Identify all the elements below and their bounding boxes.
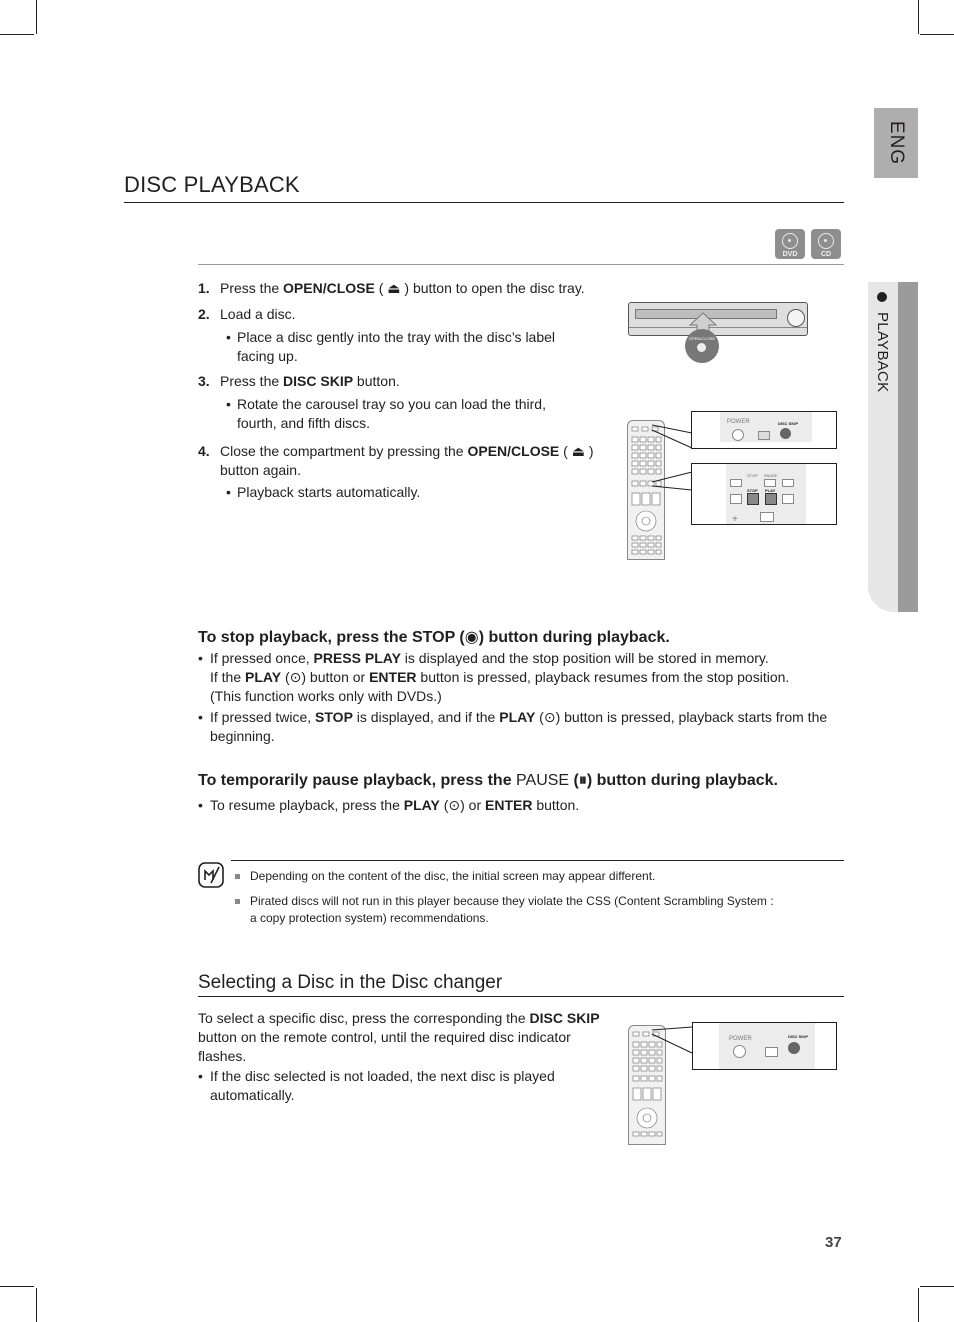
note-text: Depending on the content of the disc, the initial screen may appear different. xyxy=(250,869,656,883)
cd-icon-label: CD xyxy=(820,251,832,258)
dvd-disc-icon xyxy=(775,229,805,259)
step-1 xyxy=(198,279,618,298)
bullet-text: beginning. xyxy=(210,728,275,744)
bullet-text: is displayed and the stop position will be stored in memory. xyxy=(400,650,769,666)
zoom-power-panel xyxy=(691,411,837,449)
bullet-text: If pressed twice, xyxy=(210,709,316,725)
step-text: ( ⏏ ) button to open the disc tray. xyxy=(374,280,585,296)
bullet-text: (⊙) or xyxy=(439,797,485,813)
zoom-power-panel-2 xyxy=(692,1022,837,1070)
play-mini-label: PLAY xyxy=(765,488,776,493)
section-tab-bar xyxy=(896,282,918,612)
disc-skip-mini-button xyxy=(788,1042,800,1054)
pause-mini-label: PAUSE xyxy=(764,473,778,478)
bullet-text: Playback starts automatically. xyxy=(237,484,421,500)
language-tab[interactable] xyxy=(874,108,918,178)
crop-mark xyxy=(918,1288,919,1322)
stop-bullet-1: • If pressed once, PRESS PLAY is displayed and the stop position will be stored in memory. If the PLAY (⊙) button or ENTER button is pressed, playback resumes from the stop position. (This function works only with DVDs.) xyxy=(198,649,848,706)
press-play-label: PRESS PLAY xyxy=(313,650,401,666)
step-number: 2. xyxy=(198,306,210,322)
selecting-paragraph xyxy=(198,1009,618,1066)
eject-icon xyxy=(765,1047,778,1057)
power-icon xyxy=(733,1045,746,1058)
title-text: To temporarily pause playback, press the xyxy=(198,772,517,789)
cd-disc-icon xyxy=(811,229,841,259)
section-tab-label: PLAYBACK xyxy=(874,312,891,393)
selecting-bullet: • If the disc selected is not loaded, the next disc is played automatically. xyxy=(198,1067,618,1105)
bullet-text: (This function works only with DVDs.) xyxy=(210,688,442,704)
bullet-text: If the disc selected is not loaded, the next disc is played xyxy=(210,1068,555,1084)
step-2 xyxy=(198,305,618,324)
open-close-mini-label: OPEN/CLOSE xyxy=(688,336,715,341)
crop-mark xyxy=(0,1286,34,1287)
power-mini-label: POWER xyxy=(727,419,750,425)
enter-label: ENTER xyxy=(369,669,417,685)
crop-mark xyxy=(36,1288,37,1322)
pause-section-title xyxy=(198,772,778,790)
crop-mark xyxy=(920,1286,954,1287)
section-rule xyxy=(198,264,844,265)
bullet-text: If pressed once, xyxy=(210,650,314,666)
title-text: (⏸) button during playback. xyxy=(569,772,778,789)
selecting-title: Selecting a Disc in the Disc changer xyxy=(198,972,503,993)
open-close-label: OPEN/CLOSE xyxy=(283,280,375,296)
crop-mark xyxy=(918,0,919,34)
step-text: Press the xyxy=(220,280,284,296)
crop-mark xyxy=(36,0,37,34)
paragraph-text: To select a specific disc, press the corresponding the xyxy=(198,1010,530,1026)
play-label: PLAY xyxy=(245,669,282,685)
callout-lines xyxy=(650,1025,695,1055)
disc-skip-mini-label: DISC SKIP xyxy=(778,421,799,426)
language-tab-label: ENG xyxy=(886,120,907,166)
eject-icon xyxy=(758,431,770,440)
stop-mini-label: STOP xyxy=(747,473,758,478)
bullet-text: If the xyxy=(210,669,246,685)
stop-label: STOP xyxy=(315,709,353,725)
step-text: Load a disc. xyxy=(220,306,296,322)
pause-bullet: • To resume playback, press the PLAY (⊙) or ENTER button. xyxy=(198,797,580,813)
bullet-dot-icon xyxy=(877,292,887,302)
paragraph-text: flashes. xyxy=(198,1048,247,1064)
note-rule xyxy=(231,860,844,861)
stop-mini-label-2: STOP xyxy=(747,488,758,493)
page-number: 37 xyxy=(825,1234,842,1251)
bullet-text: button is pressed, playback resumes from the stop position. xyxy=(416,669,790,685)
pause-label: PAUSE xyxy=(516,772,570,789)
play-label: PLAY xyxy=(499,709,536,725)
player-illustration xyxy=(628,302,808,336)
bullet-text: (⊙) button is pressed, playback starts from the xyxy=(535,709,828,725)
disc-skip-label: DISC SKIP xyxy=(529,1010,600,1026)
open-close-button-zoom xyxy=(685,329,719,363)
disc-skip-label: DISC SKIP xyxy=(283,373,354,389)
selecting-rule xyxy=(198,996,844,997)
step-text: Press the xyxy=(220,373,284,389)
stop-section-title: To stop playback, press the STOP (◉) button during playback. xyxy=(198,629,670,646)
bullet-text: button. xyxy=(532,797,580,813)
step-number: 1. xyxy=(198,280,210,296)
open-close-label: OPEN/CLOSE xyxy=(467,443,560,459)
bullet-text: To resume playback, press the xyxy=(210,797,404,813)
section-tab-label-wrap xyxy=(873,292,895,412)
enter-label: ENTER xyxy=(485,797,533,813)
bullet-text: automatically. xyxy=(210,1087,295,1103)
dvd-icon-label: DVD xyxy=(782,251,798,258)
note-item-cont: a copy protection system) recommendations. xyxy=(250,911,489,925)
power-mini-label: POWER xyxy=(729,1036,752,1042)
step-number: 3. xyxy=(198,373,210,389)
disc-skip-mini-button xyxy=(780,428,791,439)
page-title: DISC PLAYBACK xyxy=(124,172,300,197)
bullet-text: is displayed, and if the xyxy=(352,709,500,725)
step-3 xyxy=(198,372,618,391)
crop-mark xyxy=(920,34,954,35)
step-text: button again. xyxy=(220,462,301,478)
step-text: Close the compartment by pressing the xyxy=(220,443,468,459)
bullet-text: Place a disc gently into the tray with the disc’s label facing up. xyxy=(237,329,556,364)
note-item xyxy=(235,868,655,885)
bullet-text: Rotate the carousel tray so you can load the third, fourth, and fifth discs. xyxy=(237,396,546,431)
note-icon xyxy=(198,862,224,888)
step-4 xyxy=(198,442,618,478)
step-3-bullet: • Rotate the carousel tray so you can load the third, fourth, and fifth discs. xyxy=(226,395,566,433)
stop-icon xyxy=(747,493,759,505)
step-text: button. xyxy=(353,373,400,389)
step-4-bullet: • Playback starts automatically. xyxy=(226,483,566,502)
paragraph-text: button on the remote control, until the required disc indicator xyxy=(198,1029,571,1045)
disc-skip-mini-label: DISC SKIP xyxy=(788,1034,809,1039)
zoom-stop-play-panel: STOP PAUSE STOP PLAY + xyxy=(691,463,837,525)
stop-bullet-2: • If pressed twice, STOP is displayed, and if the PLAY (⊙) button is pressed, playback starts from the beginning. xyxy=(198,708,848,746)
bullet-text: (⊙) button or xyxy=(281,669,370,685)
callout-lines xyxy=(650,420,695,500)
title-rule xyxy=(124,202,844,203)
note-text: Pirated discs will not run in this player because they violate the CSS (Content Scrambling System : xyxy=(250,894,774,908)
power-icon xyxy=(732,429,744,441)
play-icon xyxy=(765,493,777,505)
note-item xyxy=(235,893,774,910)
crop-mark xyxy=(0,34,34,35)
step-2-bullet: • Place a disc gently into the tray with the disc’s label facing up. xyxy=(226,328,576,366)
step-number: 4. xyxy=(198,443,210,459)
play-label: PLAY xyxy=(403,797,440,813)
step-text: ( ⏏ ) xyxy=(559,443,594,459)
